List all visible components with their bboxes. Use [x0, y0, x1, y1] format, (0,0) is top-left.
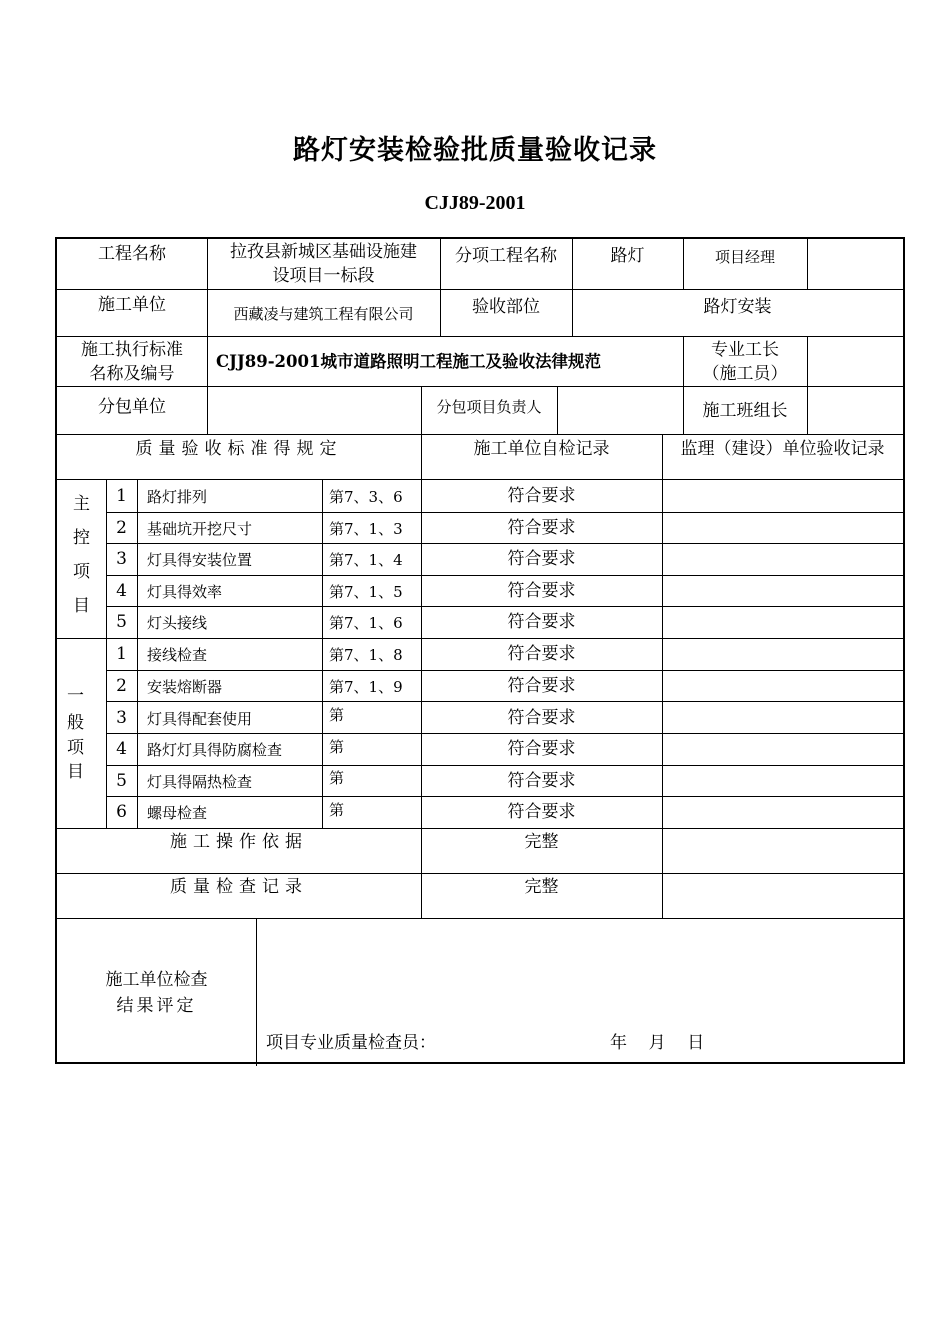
acceptance-part-label: 验收部位: [472, 297, 540, 317]
self-check-column-header: 施工单位自检记录: [473, 439, 610, 459]
item-result: 符合要求: [507, 581, 576, 601]
item-number: 3: [116, 708, 127, 728]
item-clause: 第: [329, 769, 345, 787]
item-result: 符合要求: [507, 612, 576, 632]
foreman-label-line1: 专业工长: [711, 340, 779, 360]
item-clause: 第7、1、5: [329, 583, 403, 601]
item-number: 2: [116, 676, 127, 696]
item-clause: 第7、1、9: [329, 678, 403, 696]
contractor-label: 施工单位: [98, 295, 166, 315]
item-number: 1: [116, 644, 127, 664]
main-control-label-char: 项: [73, 562, 90, 582]
item-number: 4: [116, 739, 127, 759]
project-manager-label: 项目经理: [714, 248, 775, 266]
row-line: [106, 543, 903, 544]
item-result: 符合要求: [507, 644, 576, 664]
item-number: 5: [116, 612, 127, 632]
col-line: [807, 336, 808, 386]
subcontractor-label: 分包单位: [98, 397, 166, 417]
item-name: 路灯灯具得防腐检查: [147, 741, 283, 759]
row-line: [106, 796, 903, 797]
row-line: [57, 434, 903, 435]
acceptance-part-value: 路灯安装: [703, 297, 772, 317]
main-control-label-char: 主: [73, 494, 90, 514]
project-name-line1: 拉孜县新城区基础设施建: [230, 242, 417, 262]
item-result: 符合要求: [507, 486, 576, 506]
foreman-label-line2: （施工员）: [702, 364, 788, 384]
evaluation-date: 年 月 日: [610, 1033, 705, 1053]
col-line: [207, 386, 208, 434]
col-line: [807, 386, 808, 434]
evaluation-label-line1: 施工单位检查: [105, 970, 208, 990]
row-line: [106, 765, 903, 766]
item-name: 基础坑开挖尺寸: [147, 520, 253, 538]
row-line: [106, 701, 903, 702]
item-clause: 第: [329, 738, 345, 756]
row-line: [106, 670, 903, 671]
item-result: 符合要求: [507, 802, 576, 822]
item-result: 符合要求: [507, 549, 576, 569]
quality-record-value: 完整: [524, 877, 559, 897]
construction-basis-label: 施工操作依据: [170, 832, 308, 852]
standard-column-header: 质量验收标准得规定: [135, 439, 343, 459]
row-line: [57, 336, 903, 337]
standard-label-line1: 施工执行标准: [81, 340, 183, 360]
sub-manager-label: 分包项目负责人: [436, 398, 542, 416]
sub-project-value: 路灯: [610, 246, 645, 266]
item-result: 符合要求: [507, 771, 576, 791]
item-name: 安装熔断器: [147, 678, 223, 696]
item-number: 4: [116, 581, 127, 601]
inspection-form: [55, 237, 905, 1064]
row-line: [57, 918, 903, 919]
general-label-char: 一: [67, 686, 84, 706]
row-line: [57, 386, 903, 387]
item-name: 灯头接线: [147, 614, 208, 632]
item-number: 6: [116, 802, 127, 822]
item-name: 灯具得配套使用: [147, 710, 253, 728]
standard-label-line2: 名称及编号: [89, 364, 175, 384]
col-line: [807, 239, 808, 289]
row-line: [106, 512, 903, 513]
col-line: [256, 918, 257, 1066]
item-clause: 第7、1、8: [329, 646, 403, 664]
item-name: 灯具得效率: [147, 583, 223, 601]
col-line: [662, 434, 663, 918]
item-clause: 第7、1、6: [329, 614, 403, 632]
row-line: [106, 733, 903, 734]
item-result: 符合要求: [507, 739, 576, 759]
item-result: 符合要求: [507, 708, 576, 728]
construction-basis-value: 完整: [524, 832, 559, 852]
contractor-value: 西藏凌与建筑工程有限公司: [233, 305, 414, 323]
row-line: [57, 828, 903, 829]
row-line: [106, 575, 903, 576]
standard-code: CJJ89-2001: [424, 192, 526, 214]
item-clause: 第7、1、3: [329, 520, 403, 538]
item-name: 螺母检查: [147, 804, 208, 822]
item-number: 2: [116, 518, 127, 538]
item-result: 符合要求: [507, 676, 576, 696]
item-number: 1: [116, 486, 127, 506]
supervision-column-header: 监理（建设）单位验收记录: [680, 439, 885, 459]
row-line: [57, 873, 903, 874]
item-clause: 第7、3、6: [329, 488, 403, 506]
evaluation-label-line2: 结果评定: [116, 996, 197, 1016]
project-name-label: 工程名称: [98, 244, 166, 264]
row-line: [57, 638, 903, 639]
item-name: 路灯排列: [147, 488, 208, 506]
item-name: 灯具得安装位置: [147, 551, 253, 569]
col-line: [207, 336, 208, 386]
item-clause: 第: [329, 801, 345, 819]
quality-record-label: 质量检查记录: [170, 877, 308, 897]
project-name-line2: 设项目一标段: [272, 266, 375, 286]
main-control-label-char: 目: [73, 596, 90, 616]
item-number: 5: [116, 771, 127, 791]
row-line: [57, 289, 903, 290]
item-clause: 第7、1、4: [329, 551, 403, 569]
general-label-char: 般: [67, 713, 84, 733]
main-control-label-char: 控: [73, 528, 90, 548]
item-clause: 第: [329, 706, 345, 724]
row-line: [106, 606, 903, 607]
item-number: 3: [116, 549, 127, 569]
standard-value: CJJ89-2001城市道路照明工程施工及验收法律规范: [216, 352, 601, 371]
col-line: [137, 479, 138, 828]
row-line: [57, 479, 903, 480]
item-name: 接线检查: [147, 646, 208, 664]
col-line: [322, 479, 323, 828]
item-name: 灯具得隔热检查: [147, 773, 253, 791]
sub-project-label: 分项工程名称: [455, 246, 557, 266]
general-label-char: 项: [67, 738, 84, 758]
document-title: 路灯安装检验批质量验收记录: [293, 135, 657, 166]
general-label-char: 目: [67, 762, 84, 782]
col-line: [557, 386, 558, 434]
item-result: 符合要求: [507, 518, 576, 538]
inspector-signature-label: 项目专业质量检查员：: [266, 1033, 436, 1053]
team-leader-label: 施工班组长: [702, 401, 788, 421]
